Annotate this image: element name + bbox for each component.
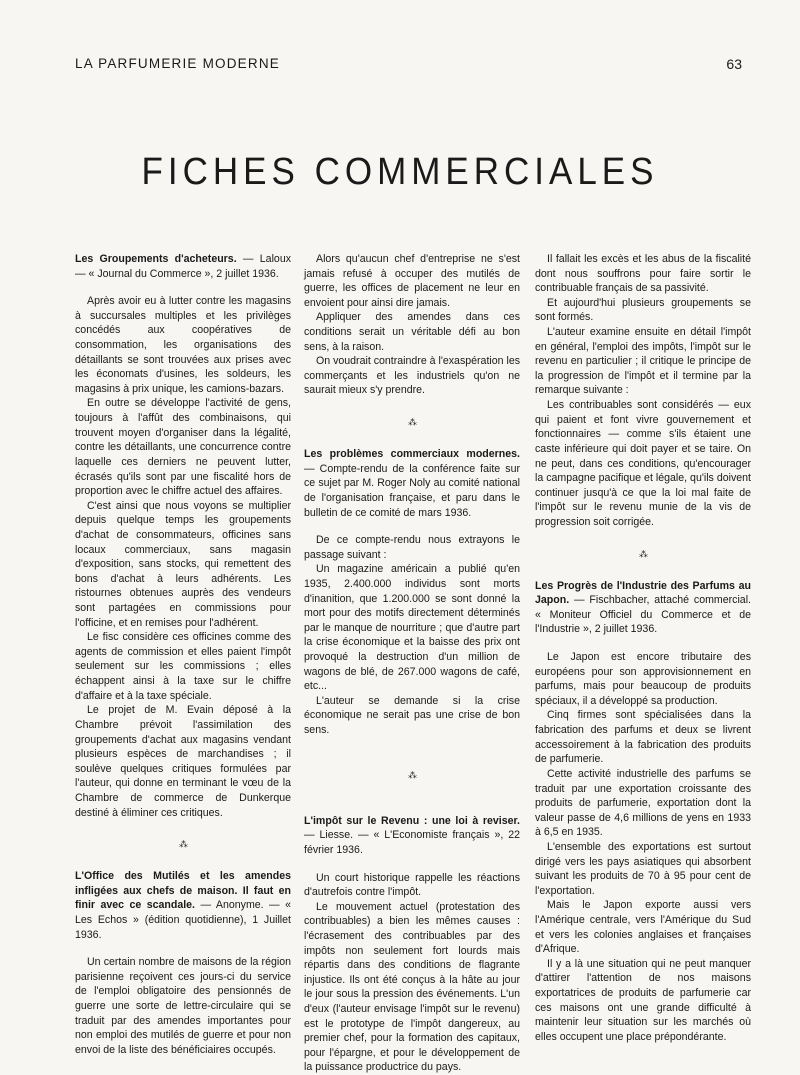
paragraph: Après avoir eu à lutter contre les magasins à succursales multiples et les privilèges concédés aux coopératives de consommation, les organisations des détaillants se sont trouvées aux prises avec les économats d'usines, les soldeurs, les magasins à prix unique, les camions-bazars. xyxy=(75,295,291,395)
article-source: — Fischbacher, attaché commercial. « Moniteur Officiel du Commerce et de l'Industrie », 2 juillet 1936. xyxy=(535,594,751,636)
paragraph: C'est ainsi que nous voyons se multiplier depuis quelque temps les groupements d'achat de consommateurs, officines sans locaux commerciaux, sans magasin d'exposition, sans stocks, qui remettent des bons d'achat à leurs adhérents. Les ristournes obtenues auprès des vendeurs sont partagées en commissions pour l'officine, et en remises pour l'adhérent. xyxy=(75,499,291,629)
article-heading xyxy=(75,252,291,281)
article-impot-revenu xyxy=(304,814,520,1075)
paragraph: L'auteur examine ensuite en détail l'impôt en général, l'emploi des impôts, l'impôt sur le revenu en particulier ; il critique le principe de la progression de l'impôt et il termine par la remarque suivante : xyxy=(535,326,751,397)
paragraph: Un certain nombre de maisons de la région parisienne reçoivent ces jours-ci du service de l'emploi obligatoire des pensionnés de guerre une sorte de lettre-circulaire qui se traduit par des amendes importantes pour non emploi des mutilés de guerre et pour non envoi de la liste des bénéficiaires occupés. xyxy=(75,956,291,1056)
paragraph: De ce compte-rendu nous extrayons le passage suivant : xyxy=(304,534,520,561)
paragraph: Mais le Japon exporte aussi vers l'Amérique centrale, vers l'Amérique du Sud et vers les colonies anglaises et françaises d'Afrique. xyxy=(535,899,751,956)
article-title: Les Groupements d'acheteurs. xyxy=(75,253,237,265)
article-heading xyxy=(535,579,751,637)
section-separator: ⁂ xyxy=(408,417,416,428)
article-impot-revenu-continued xyxy=(535,252,751,530)
paragraph: Le projet de M. Evain déposé à la Chambre prévoit l'assimilation des groupements d'achat aux magasins vendant plusieurs espèces de marchandises ; il soulève quelques critiques formulées par l'auteur, qui donne en terminant le vœu de la Chambre de commerce de Dunkerque destiné à éliminer ces critiques. xyxy=(75,704,291,819)
article-heading xyxy=(304,814,520,858)
section-separator: ⁂ xyxy=(179,839,187,850)
paragraph: Le mouvement actuel (protestation des contribuables) a bien les mêmes causes : l'écrasement des contribuables par des impôts non seulement fort lourds mais répartis dans des conditions de flagrante injustice. Ils ont été conçus à la hâte au jour le jour sous la pression des événements. L'un d'eux (l'auteur envisage l'impôt sur le revenu) est le prototype de l'impôt dangereux, au premier chef, pour la formation des capitaux, pour l'épargne, et pour le développement de la puissance productrice du pays. xyxy=(304,900,520,1074)
page-number: 63 xyxy=(726,56,742,72)
paragraph: En outre se développe l'activité de gens, toujours à l'affût des combinaisons, qui trouvent moyen d'organiser dans la légalité, contre les détaillants, une concurrence contre laquelle ces derniers ne peuvent lutter, écrasés qu'ils sont par une fiscalité hors de proportion avec le chiffre actuel des affaires. xyxy=(75,397,291,498)
article-office-mutiles xyxy=(75,869,291,1057)
article-title: L'impôt sur le Revenu : une loi à reviser. xyxy=(304,814,520,827)
article-heading xyxy=(75,869,291,942)
article-heading xyxy=(304,447,520,520)
article-title: Les Progrès de l'Industrie des Parfums au Japon. xyxy=(535,579,751,607)
article-source: — Liesse. — « L'Economiste français », 22 février 1936. xyxy=(304,829,520,856)
paragraph: Cinq firmes sont spécialisées dans la fabrication des parfums et deux se livrent accessoirement à la fabrication des produits de parfumerie. xyxy=(535,709,751,766)
paragraph: Cette activité industrielle des parfums se traduit par une exportation croissante des produits de parfumerie, exportation dont la valeur passe de 4,6 millions de yens en 1933 à 6,5 en 1935. xyxy=(535,767,751,839)
paragraph: L'ensemble des exportations est surtout dirigé vers les pays asiatiques qui absorbent suivant les produits de 70 à 95 pour cent de l'exportation. xyxy=(535,840,751,897)
paragraph: Alors qu'aucun chef d'entreprise ne s'est jamais refusé à occuper des mutilés de guerre, les offices de placement ne leur en envoient pour ainsi dire jamais. xyxy=(304,253,520,309)
paragraph: Un court historique rappelle les réactions d'autrefois contre l'impôt. xyxy=(304,871,520,899)
paragraph: Il fallait les excès et les abus de la fiscalité dont nous souffrons pour faire sortir le contribuable français de sa passivité. xyxy=(535,253,751,295)
article-groupements-acheteurs xyxy=(75,252,291,820)
article-title: L'Office des Mutilés et les amendes infligées aux chefs de maison. Il faut en finir avec ce scandale. xyxy=(75,870,291,912)
article-parfums-japon xyxy=(535,579,751,1045)
column-2 xyxy=(304,252,520,1075)
paragraph: Appliquer des amendes dans ces conditions serait un véritable défi au bon sens, à la raison. xyxy=(304,311,520,353)
column-1 xyxy=(75,252,291,1057)
article-title: Les problèmes commerciaux modernes. xyxy=(304,448,520,461)
article-source: — Compte-rendu de la conférence faite sur ce sujet par M. Roger Noly au comité national de l'organisation française, et paru dans le bulletin de ce comité de mars 1936. xyxy=(304,462,520,519)
page-title: FICHES COMMERCIALES xyxy=(141,150,659,193)
paragraph: Le fisc considère ces officines comme des agents de commission et elles paient l'impôt seulement sur les commissions ; elles échappent ainsi à la taxe sur le chiffre d'affaire et à la taxe spéciale. xyxy=(75,631,291,702)
paragraph: On voudrait contraindre à l'exaspération les commerçants et les industriels qu'on ne saurait mieux s'y prendre. xyxy=(304,355,521,397)
article-problemes-commerciaux xyxy=(304,447,520,738)
paragraph: Et aujourd'hui plusieurs groupements se sont formés. xyxy=(535,296,751,324)
paragraph: Un magazine américain a publié qu'en 1935, 2.400.000 individus sont morts d'inanition, que 1.200.000 se sont donné la mort pour des motifs directement déterminés par le manque de nourriture ; que d'autre part la crise économique et la baisse des prix ont provoqué la destruction d'un million de wagons de blé, de 267.000 wagons de café, etc... xyxy=(304,563,520,693)
paragraph: Le Japon est encore tributaire des européens pour son approvisionnement en parfums, mais pour beaucoup de produits spéciaux, il a développé sa production. xyxy=(535,651,751,707)
article-office-mutiles-continued xyxy=(304,252,520,398)
paragraph: Il y a là une situation qui ne peut manquer d'attirer l'attention de nos maisons exportatrices de produits de parfumerie car ces maisons ont une grande difficulté à maintenir leur situation sur les marchés où elles occupent une place prépondérante. xyxy=(535,957,751,1043)
section-separator: ⁂ xyxy=(639,548,647,559)
paragraph: L'auteur se demande si la crise économique ne serait pas une crise de bon sens. xyxy=(304,694,520,737)
running-head: LA PARFUMERIE MODERNE xyxy=(75,56,280,71)
paragraph: Les contribuables sont considérés — eux qui paient et font vivre gouvernement et fonctionnaires — comme s'ils étaient une caste inférieure qui doit payer et se taire. On ne peut, dans ces conditions, qu'encourager la campagne pacifique et légale, qu'ils doivent continuer jusqu'à ce que la loi mal faite de l'impôt sur le revenu munie de la vis de progression soit corrigée. xyxy=(535,399,751,528)
column-3 xyxy=(535,252,751,1044)
article-source: — Anonyme. — « Les Echos » (édition quotidienne), 1 Juillet 1936. xyxy=(75,899,291,941)
section-separator: ⁂ xyxy=(408,769,416,780)
article-source: — Laloux — « Journal du Commerce », 2 juillet 1936. xyxy=(75,253,292,280)
